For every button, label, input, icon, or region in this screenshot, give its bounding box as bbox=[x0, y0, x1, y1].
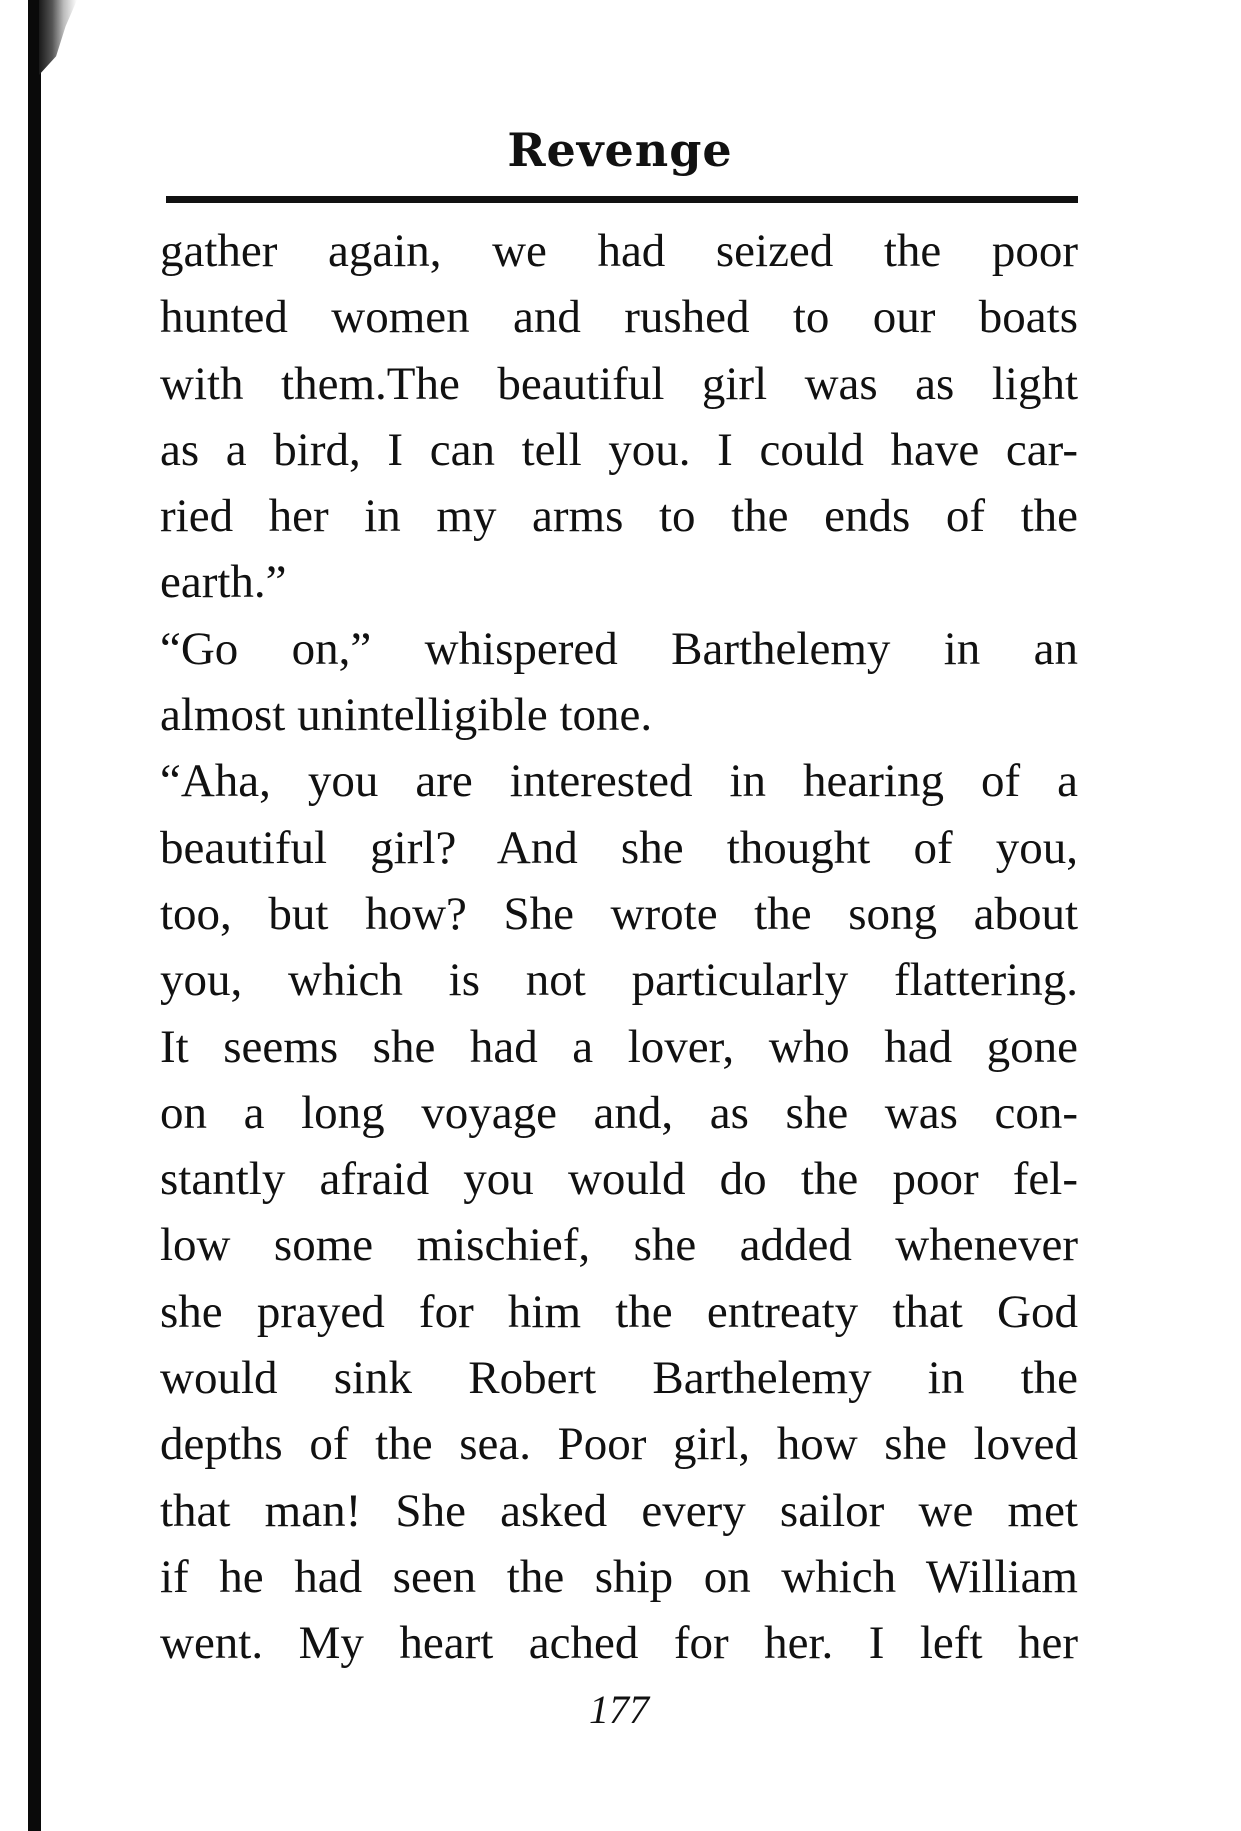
header-rule bbox=[166, 196, 1078, 203]
text-line: “Aha, you are interested in hearing of a bbox=[160, 755, 1078, 808]
text-line: low some mischief, she added whenever bbox=[160, 1219, 1078, 1272]
text-line: if he had seen the ship on which William bbox=[160, 1550, 1078, 1603]
text-line: ried her in my arms to the ends of the bbox=[160, 490, 1078, 543]
text-line: earth.” bbox=[160, 556, 287, 609]
text-line: she prayed for him the entreaty that God bbox=[160, 1285, 1078, 1338]
text-line: with them.The beautiful girl was as light bbox=[160, 357, 1078, 410]
text-line: almost unintelligible tone. bbox=[160, 689, 653, 742]
text-line: “Go on,” whispered Barthelemy in an bbox=[160, 622, 1078, 675]
text-line: beautiful girl? And she thought of you, bbox=[160, 821, 1078, 874]
text-line: It seems she had a lover, who had gone bbox=[160, 1020, 1078, 1073]
text-line: as a bird, I can tell you. I could have car- bbox=[160, 423, 1078, 476]
text-line: went. My heart ached for her. I left her bbox=[160, 1617, 1078, 1670]
spine-scan-artifact bbox=[39, 0, 77, 75]
running-header-title: Revenge bbox=[507, 123, 733, 177]
text-line: you, which is not particularly flattering. bbox=[160, 954, 1078, 1007]
text-line: would sink Robert Barthelemy in the bbox=[160, 1352, 1078, 1405]
text-line: gather again, we had seized the poor bbox=[160, 225, 1078, 277]
text-line: that man! She asked every sailor we met bbox=[160, 1484, 1078, 1537]
text-line: on a long voyage and, as she was con- bbox=[160, 1086, 1078, 1139]
text-line: hunted women and rushed to our boats bbox=[160, 291, 1078, 344]
text-line: too, but how? She wrote the song about bbox=[160, 887, 1078, 940]
running-header bbox=[160, 120, 1080, 180]
page-number: 177 bbox=[589, 1687, 649, 1732]
text-line: depths of the sea. Poor girl, how she loved bbox=[160, 1418, 1078, 1471]
body-text bbox=[160, 218, 1078, 1677]
book-spine-shadow bbox=[28, 0, 41, 1831]
text-line: stantly afraid you would do the poor fel- bbox=[160, 1153, 1078, 1206]
